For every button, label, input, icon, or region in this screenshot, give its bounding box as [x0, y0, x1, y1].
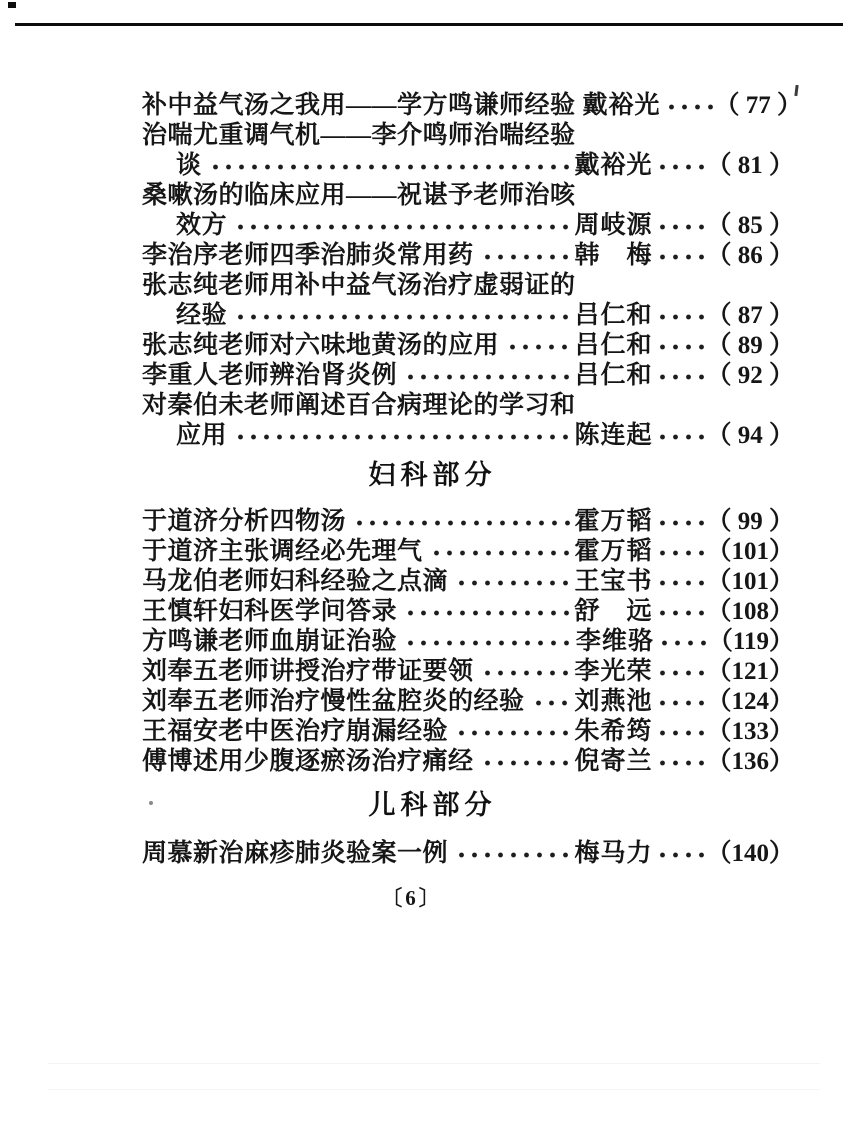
- entry-page: （121）: [706, 658, 794, 685]
- toc-entry: [142, 594, 794, 624]
- dot-separator: [654, 161, 704, 173]
- entry-author: 舒 远: [574, 598, 653, 625]
- toc-entry: [142, 268, 794, 298]
- entry-title: 李治序老师四季治肺炎常用药: [142, 242, 474, 269]
- scan-faint-line: [48, 1063, 820, 1064]
- entry-page: （133）: [706, 718, 794, 745]
- dot-separator: [654, 667, 704, 679]
- toc-entry: [142, 238, 794, 268]
- entry-title: 李重人老师辨治肾炎例: [142, 362, 398, 389]
- table-of-contents: [142, 88, 803, 867]
- toc-entry: [142, 178, 794, 208]
- dot-leader: [402, 371, 572, 383]
- dot-separator: [654, 221, 704, 233]
- toc-entry: [142, 88, 803, 119]
- toc-entry: [142, 358, 794, 388]
- entry-page: （136）: [706, 748, 794, 775]
- entry-page: （ 86 ）: [706, 242, 794, 269]
- entry-page: （ 85 ）: [706, 212, 794, 239]
- dot-separator: [654, 849, 704, 861]
- scan-faint-line: [48, 1089, 820, 1090]
- entry-title: 对秦伯未老师阐述百合病理论的学习和: [142, 392, 576, 419]
- entry-title-continuation: 经验: [176, 302, 228, 329]
- entry-title: 张志纯老师用补中益气汤治疗虚弱证的: [142, 272, 576, 299]
- entry-page: （140）: [706, 840, 794, 867]
- entry-author: 霍万韬: [574, 538, 653, 565]
- section-heading-pediatrics: 儿科部分: [368, 790, 497, 820]
- dot-leader: [453, 849, 572, 861]
- toc-entry: [142, 118, 794, 148]
- toc-entry: [142, 714, 794, 744]
- dot-leader: [428, 547, 573, 559]
- entry-title: 傅博述用少腹逐瘀汤治疗痛经: [142, 748, 474, 775]
- dot-separator: [654, 577, 704, 589]
- dot-leader: [207, 161, 573, 173]
- dot-leader: [479, 757, 573, 769]
- entry-author: 王宝书: [574, 568, 653, 595]
- dot-separator: [663, 101, 713, 113]
- toc-entry: [142, 744, 794, 774]
- entry-page: （108）: [706, 598, 794, 625]
- toc-entry-continuation: [142, 418, 794, 448]
- entry-author: 戴裕光: [574, 152, 653, 179]
- entry-title: 于道济分析四物汤: [142, 508, 347, 535]
- entry-author: 李光荣: [574, 658, 653, 685]
- entry-page: （119）: [707, 628, 794, 655]
- entry-author: 陈连起: [574, 422, 653, 449]
- entry-title: 张志纯老师对六味地黄汤的应用: [142, 332, 500, 359]
- entry-author: 戴裕光: [582, 92, 661, 119]
- entry-page: （101）: [706, 568, 794, 595]
- dot-separator: [654, 431, 704, 443]
- entry-page: （124）: [706, 688, 794, 715]
- dot-leader: [232, 311, 572, 323]
- dot-leader: [479, 251, 573, 263]
- entry-page: （ 87 ）: [706, 302, 794, 329]
- entry-page: （ 92 ）: [706, 362, 794, 389]
- dot-separator: [654, 547, 704, 559]
- scan-ink-speck: [8, 2, 16, 8]
- entry-title-continuation: 应用: [176, 422, 228, 449]
- entry-page: （ 99 ）: [706, 508, 794, 535]
- entry-page: （ 77 ）: [714, 92, 803, 119]
- dot-separator: [654, 341, 704, 353]
- entry-author: 刘燕池: [574, 688, 653, 715]
- dot-separator: [654, 757, 704, 769]
- dot-separator: [654, 697, 704, 709]
- entry-title: 刘奉五老师讲授治疗带证要领: [142, 658, 474, 685]
- toc-entry: [142, 684, 794, 714]
- toc-entry-continuation: [142, 298, 794, 328]
- toc-entry: [142, 654, 794, 684]
- dot-separator: [654, 311, 704, 323]
- entry-author: 霍万韬: [574, 508, 653, 535]
- entry-title: 王慎轩妇科医学问答录: [142, 598, 398, 625]
- entry-title: 方鸣谦老师血崩证治验: [142, 628, 398, 655]
- entry-title: 马龙伯老师妇科经验之点滴: [142, 568, 449, 595]
- section-heading-gynecology: 妇科部分: [368, 460, 497, 490]
- entry-author: 韩 梅: [574, 242, 653, 269]
- dot-leader: [479, 667, 573, 679]
- toc-entry: [142, 534, 794, 564]
- entry-title: 治喘尤重调气机——李介鸣师治喘经验: [142, 122, 576, 149]
- dot-leader: [232, 431, 572, 443]
- dot-separator: [656, 637, 706, 649]
- dot-leader: [402, 637, 574, 649]
- dot-separator: [654, 607, 704, 619]
- entry-page: （ 89 ）: [706, 332, 794, 359]
- dot-leader: [351, 517, 572, 529]
- entry-author: 李维骆: [575, 628, 654, 655]
- toc-entry: [142, 388, 794, 418]
- entry-title: 王福安老中医治疗崩漏经验: [142, 718, 449, 745]
- entry-title: 补中益气汤之我用——学方鸣谦师经验: [142, 92, 576, 119]
- toc-entry: [142, 564, 794, 594]
- entry-author: 吕仁和: [574, 302, 653, 329]
- toc-entry: [142, 836, 794, 866]
- dot-leader: [504, 341, 572, 353]
- dot-leader: [453, 577, 572, 589]
- entry-title-continuation: 谈: [176, 152, 202, 179]
- page-top-rule: [15, 23, 843, 26]
- entry-author: 吕仁和: [574, 332, 653, 359]
- entry-page: （101）: [706, 538, 794, 565]
- dot-separator: [654, 517, 704, 529]
- entry-title: 周慕新治麻疹肺炎验案一例: [142, 840, 449, 867]
- dot-separator: [654, 251, 704, 263]
- dot-leader: [453, 727, 572, 739]
- toc-entry-continuation: [142, 208, 794, 238]
- entry-author: 倪寄兰: [574, 748, 653, 775]
- entry-author: 朱希筠: [574, 718, 653, 745]
- entry-title: 于道济主张调经必先理气: [142, 538, 423, 565]
- entry-title-continuation: 效方: [176, 212, 228, 239]
- entry-author: 吕仁和: [574, 362, 653, 389]
- toc-entry: [142, 624, 794, 654]
- toc-entry: [142, 504, 794, 534]
- entry-author: 梅马力: [574, 840, 653, 867]
- entry-title: 桑嗽汤的临床应用——祝谌予老师治咳: [142, 182, 576, 209]
- entry-page: （ 94 ）: [706, 422, 794, 449]
- dot-leader: [232, 221, 572, 233]
- entry-title: 刘奉五老师治疗慢性盆腔炎的经验: [142, 688, 525, 715]
- toc-entry-continuation: [142, 148, 794, 178]
- dot-leader: [530, 697, 573, 709]
- dot-separator: [654, 727, 704, 739]
- dot-leader: [402, 607, 572, 619]
- toc-entry: [142, 328, 794, 358]
- entry-author: 周岐源: [574, 212, 653, 239]
- dot-separator: [654, 371, 704, 383]
- page-number-footer: 〔6〕: [381, 886, 443, 910]
- entry-page: （ 81 ）: [706, 152, 794, 179]
